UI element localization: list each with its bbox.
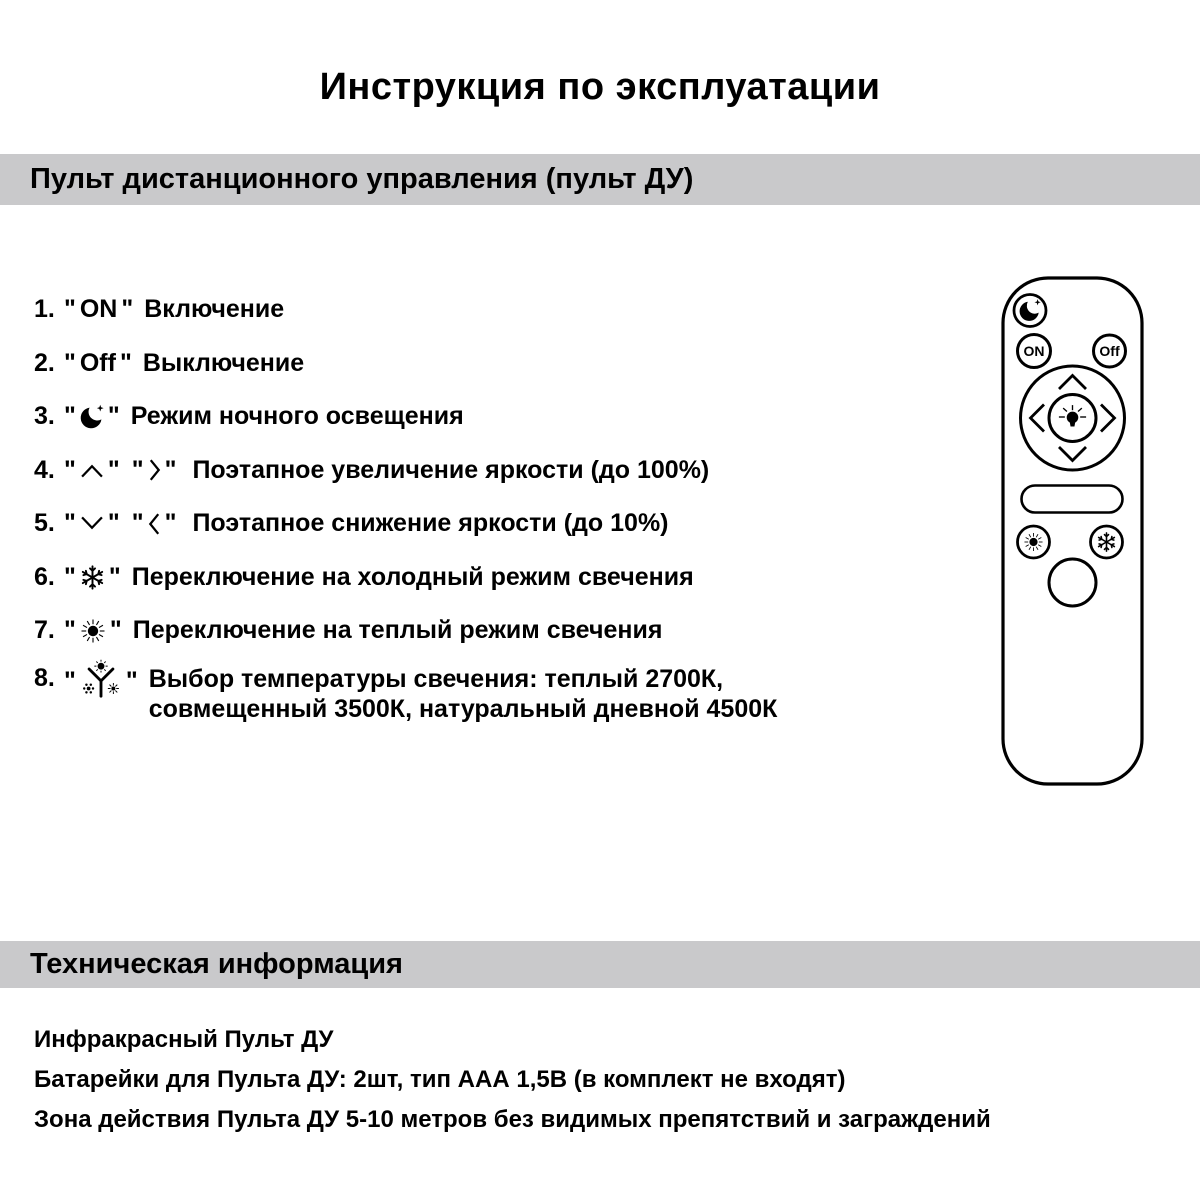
quoted-label	[61, 349, 135, 378]
quote-mark: "	[164, 509, 177, 538]
quote-mark: "	[64, 402, 76, 431]
quoted-icon	[61, 456, 123, 485]
dpad	[1021, 366, 1125, 470]
quote-mark: "	[121, 295, 134, 324]
technical-info	[34, 1020, 991, 1140]
list-item-brightness-down	[34, 497, 869, 551]
remote-button-list	[34, 283, 869, 724]
off-label: Off	[79, 348, 116, 377]
quote-mark: "	[107, 402, 120, 431]
chevron-left-icon	[147, 511, 162, 537]
technical-line: Зона действия Пульта ДУ 5-10 метров без видимых препятствий и заграждений	[34, 1106, 991, 1133]
extra-round-button	[1049, 559, 1096, 606]
item-number: 2.	[34, 348, 55, 377]
quote-mark: "	[64, 667, 76, 695]
quote-mark: "	[107, 455, 120, 484]
snowflake-icon	[79, 564, 106, 591]
item-text: Поэтапное увеличение яркости (до 100%)	[192, 455, 710, 484]
quote-mark: "	[109, 616, 122, 645]
item-number: 1.	[34, 295, 55, 324]
list-item-night-mode	[34, 390, 869, 444]
quote-mark: "	[107, 509, 120, 538]
chevron-right-icon	[147, 457, 162, 483]
quoted-icon	[61, 664, 141, 699]
list-item-warm-mode	[34, 604, 869, 658]
chevron-up-icon	[79, 462, 105, 479]
list-item-brightness-up	[34, 444, 869, 498]
quoted-icon	[61, 616, 125, 645]
quote-mark: "	[64, 348, 76, 377]
item-number: 6.	[34, 562, 55, 591]
moon-icon	[79, 404, 105, 430]
item-number: 5.	[34, 509, 55, 538]
item-number: 7.	[34, 616, 55, 645]
section-header-technical-label: Техническая информация	[30, 948, 403, 980]
quote-mark: "	[64, 562, 76, 591]
item-number: 8.	[34, 663, 55, 692]
section-header-remote-label: Пульт дистанционного управления (пульт ДУ)	[30, 163, 694, 195]
technical-line: Инфракрасный Пульт ДУ	[34, 1026, 334, 1053]
section-header-remote	[0, 154, 1200, 205]
quoted-icon	[129, 456, 180, 485]
quote-mark: "	[108, 562, 121, 591]
quoted-icon	[129, 509, 180, 538]
quote-mark: "	[131, 455, 144, 484]
remote-illustration	[1001, 276, 1144, 786]
item-text: Переключение на холодный режим свечения	[131, 562, 694, 591]
quote-mark: "	[164, 455, 177, 484]
technical-line: Батарейки для Пульта ДУ: 2шт, тип ААА 1,5В (в комплект не входят)	[34, 1066, 846, 1093]
temperature-select-icon	[79, 659, 123, 699]
quoted-label	[61, 295, 136, 324]
item-text: Переключение на теплый режим свечения	[132, 616, 663, 645]
quote-mark: "	[64, 455, 76, 484]
quoted-icon	[61, 563, 124, 592]
item-text-line-1: Выбор температуры свечения: теплый 2700К,	[148, 664, 724, 693]
quote-mark: "	[125, 667, 138, 695]
item-text: Выключение	[142, 348, 305, 377]
quote-mark: "	[131, 509, 144, 538]
quote-mark: "	[64, 616, 76, 645]
item-text	[149, 664, 869, 724]
section-header-technical	[0, 941, 1200, 988]
item-text: Включение	[144, 295, 285, 324]
item-text: Режим ночного освещения	[130, 402, 464, 431]
warm-mode-button	[1018, 526, 1050, 558]
list-item-on	[34, 283, 869, 337]
chevron-down-icon	[79, 515, 105, 532]
on-button	[1018, 335, 1051, 368]
night-mode-button	[1014, 295, 1046, 327]
list-item-off	[34, 337, 869, 391]
scene-bar-button	[1022, 486, 1123, 513]
quote-mark: "	[64, 295, 76, 324]
list-item-temperature-select	[34, 664, 869, 724]
item-number: 4.	[34, 455, 55, 484]
on-button-label: ON	[1023, 343, 1045, 359]
page-title: Инструкция по эксплуатации	[319, 66, 881, 108]
off-button-label: Off	[1099, 343, 1120, 359]
quote-mark: "	[119, 348, 132, 377]
quoted-icon	[61, 402, 123, 431]
item-number: 3.	[34, 402, 55, 431]
on-label: ON	[79, 295, 118, 324]
cold-mode-button	[1091, 526, 1123, 558]
list-item-cold-mode	[34, 551, 869, 605]
sun-icon	[79, 617, 107, 645]
item-text: Поэтапное снижение яркости (до 10%)	[192, 509, 669, 538]
item-text-line-2: совмещенный 3500К, натуральный дневной 4500К	[148, 694, 778, 723]
quoted-icon	[61, 509, 123, 538]
off-button	[1094, 335, 1126, 367]
quote-mark: "	[64, 509, 76, 538]
